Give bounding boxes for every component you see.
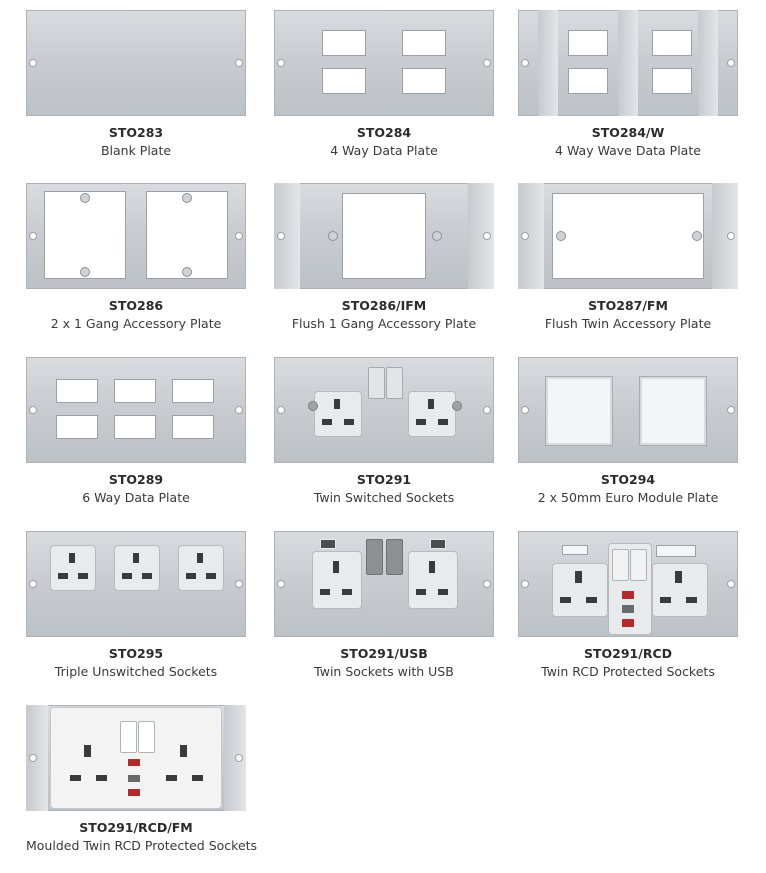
product-code: STO286/IFM [341, 298, 427, 313]
product-code: STO291 [356, 472, 412, 487]
product-name: 4 Way Data Plate [330, 143, 438, 158]
blank-plate-icon [26, 10, 246, 116]
product-name: Moulded Twin RCD Protected Sockets [26, 838, 258, 853]
product-name: 2 x 50mm Euro Module Plate [537, 490, 719, 505]
euro-module-plate-icon [518, 357, 738, 463]
flush-accessory-plate-icon [274, 183, 494, 289]
product-name: Triple Unswitched Sockets [54, 664, 218, 679]
product-name: Twin Switched Sockets [313, 490, 455, 505]
twin-switched-sockets-icon [274, 357, 494, 463]
triple-sockets-icon [26, 531, 246, 637]
product-code: STO287/FM [588, 298, 668, 313]
moulded-rcd-sockets-icon [26, 705, 246, 811]
product-name: 6 Way Data Plate [82, 490, 190, 505]
product-code: STO283 [108, 125, 164, 140]
product-code: STO286 [108, 298, 164, 313]
product-name: 4 Way Wave Data Plate [555, 143, 701, 158]
accessory-plate-icon [26, 183, 246, 289]
rcd-sockets-icon [518, 531, 738, 637]
product-code: STO291/USB [340, 646, 428, 661]
product-code: STO291/RCD/FM [79, 820, 193, 835]
product-name: Twin RCD Protected Sockets [541, 664, 715, 679]
product-name: Flush 1 Gang Accessory Plate [291, 316, 477, 331]
product-name: Blank Plate [100, 143, 172, 158]
product-code: STO284/W [591, 125, 665, 140]
wave-data-plate-icon [518, 10, 738, 116]
usb-sockets-icon [274, 531, 494, 637]
6-way-data-plate-icon [26, 357, 246, 463]
product-code: STO289 [108, 472, 164, 487]
product-code: STO291/RCD [584, 646, 672, 661]
product-name: 2 x 1 Gang Accessory Plate [50, 316, 222, 331]
product-name: Twin Sockets with USB [314, 664, 454, 679]
product-code: STO295 [108, 646, 164, 661]
product-code: STO284 [356, 125, 412, 140]
flush-twin-plate-icon [518, 183, 738, 289]
product-code: STO294 [600, 472, 656, 487]
product-name: Flush Twin Accessory Plate [544, 316, 712, 331]
4-way-data-plate-icon [274, 10, 494, 116]
